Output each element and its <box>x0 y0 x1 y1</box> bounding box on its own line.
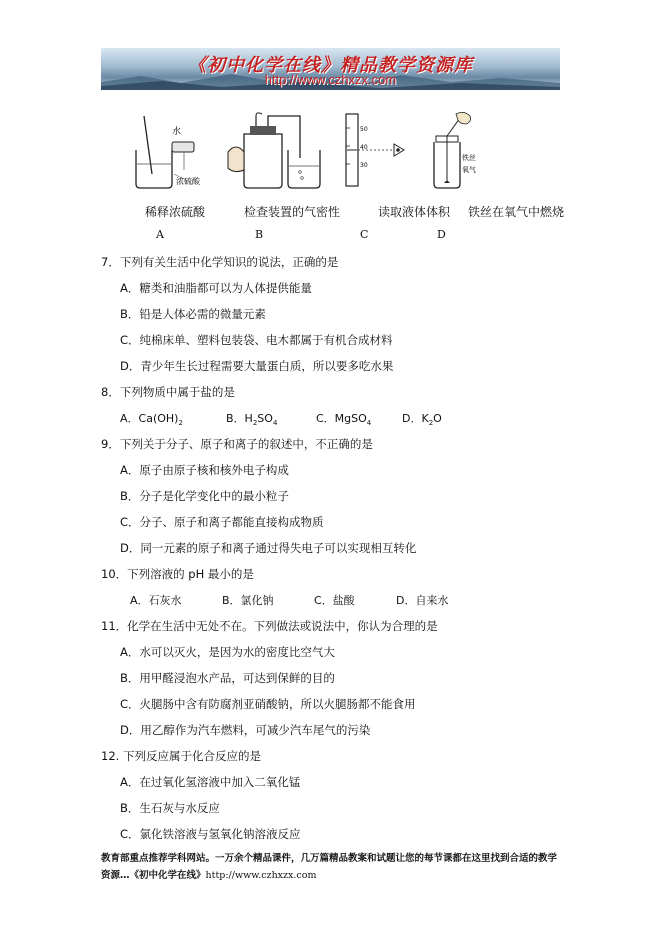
question-12-stem: 12. 下列反应属于化合反应的是 <box>101 749 261 763</box>
q11-option-d: D．用乙醇作为汽车燃料，可减少汽车尾气的污染 <box>120 723 371 737</box>
q10-options <box>130 592 460 608</box>
q12-option-a: A．在过氧化氢溶液中加入二氧化锰 <box>120 775 301 789</box>
q10-option-b: B．氯化钠 <box>222 594 274 607</box>
q10-option-a: A．石灰水 <box>130 594 182 607</box>
q10-option-d: D．自来水 <box>396 594 449 607</box>
letter-a: A <box>156 228 164 241</box>
q7-option-b: B．铅是人体必需的微量元素 <box>120 307 266 321</box>
footer-url[interactable]: http://www.czhxzx.com <box>205 870 317 881</box>
letter-b: B <box>255 228 264 241</box>
label-oxygen: 氧气 <box>462 166 476 174</box>
figure-c-reading <box>340 112 410 190</box>
q8-option-d: D．$K_2O$ <box>402 412 442 428</box>
header-banner <box>101 48 560 90</box>
letter-c: C <box>360 228 369 241</box>
question-10-stem: 10．下列溶液的 pH 最小的是 <box>101 567 254 581</box>
q7-option-a: A．糖类和油脂都可以为人体提供能量 <box>120 281 312 295</box>
question-7-stem: 7．下列有关生活中化学知识的说法，正确的是 <box>101 255 339 269</box>
q7-option-c: C．纯棉床单、塑料包装袋、电木都属于有机合成材料 <box>120 333 393 347</box>
banner-url[interactable]: http://www.czhxzx.com <box>264 72 397 87</box>
q7-option-d: D．青少年生长过程需要大量蛋白质，所以要多吃水果 <box>120 359 394 373</box>
figure-b-airtight <box>222 112 332 190</box>
q9-option-b: B．分子是化学变化中的最小粒子 <box>120 489 289 503</box>
label-iron-wire: 铁丝 <box>462 154 476 162</box>
footer-ad <box>101 850 563 884</box>
q10-option-c: C．盐酸 <box>314 594 355 607</box>
figure-d-iron-burning <box>420 112 490 190</box>
q11-option-b: B．用甲醛浸泡水产品，可达到保鲜的目的 <box>120 671 335 685</box>
q12-option-c: C．氯化铁溶液与氢氧化钠溶液反应 <box>120 827 301 841</box>
scale-30: 30 <box>360 162 368 169</box>
q11-option-a: A．水可以灭火，是因为水的密度比空气大 <box>120 645 335 659</box>
caption-a: 稀释浓硫酸 <box>145 205 206 219</box>
label-acid: 浓硫酸 <box>176 177 200 186</box>
banner-title: 《初中化学在线》精品教学资源库 <box>188 55 473 76</box>
question-11-stem: 11．化学在生活中无处不在。下列做法或说法中，你认为合理的是 <box>101 619 438 633</box>
figure-a-dilution <box>128 112 208 190</box>
q8-option-b: B．$H_2SO_4$ <box>226 412 278 428</box>
label-water: 水 <box>172 127 182 137</box>
question-8-stem: 8．下列物质中属于盐的是 <box>101 385 235 399</box>
caption-b: 检查装置的气密性 <box>244 205 341 219</box>
q8-option-a: A．$Ca(OH)_2$ <box>120 412 183 428</box>
q9-option-c: C．分子、原子和离子都能直接构成物质 <box>120 515 324 529</box>
footer-text: 教育部重点推荐学科网站。一万余个精品课件，几万篇精品教案和试题让您的每节课都在这里找到合适的教学资源…《初中化学在线》 <box>101 853 558 881</box>
q8-option-c: C．MgSO$_4$ <box>316 412 372 428</box>
q12-option-b: B．生石灰与水反应 <box>120 801 220 815</box>
q9-option-a: A．原子由原子核和核外电子构成 <box>120 463 289 477</box>
q11-option-c: C．火腿肠中含有防腐剂亚硝酸钠，所以火腿肠都不能食用 <box>120 697 416 711</box>
question-9-stem: 9．下列关于分子、原子和离子的叙述中，不正确的是 <box>101 437 373 451</box>
q9-option-d: D．同一元素的原子和离子通过得失电子可以实现相互转化 <box>120 541 417 555</box>
caption-c: 读取液体体积 <box>378 205 451 219</box>
scale-50: 50 <box>360 126 368 133</box>
caption-d: 铁丝在氧气中燃烧 <box>468 205 565 219</box>
q8-options <box>120 410 450 426</box>
letter-d: D <box>437 228 446 241</box>
scale-40: 40 <box>360 144 368 151</box>
